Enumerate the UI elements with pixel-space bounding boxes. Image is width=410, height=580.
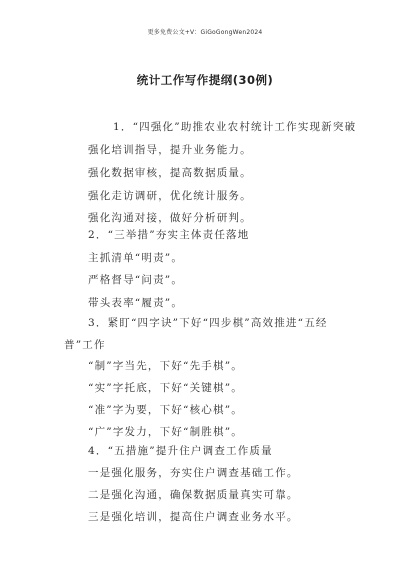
paragraph-line: 一是强化服务，夯实住户调查基础工作。 <box>88 467 299 479</box>
paragraph-line: “准”字为要，下好“核心棋”。 <box>88 404 243 416</box>
paragraph-line: 二是强化沟通，确保数据质量真实可靠。 <box>88 489 299 501</box>
paragraph-line: 主抓清单“明责”。 <box>88 252 184 264</box>
paragraph-line: “广”字发力，下好“制胜棋”。 <box>88 426 243 438</box>
paragraph-line: 强化培训指导，提升业务能力。 <box>88 144 252 156</box>
paragraph-line: “实”字托底，下好“关键棋”。 <box>88 382 243 394</box>
paragraph-line: 强化数据审核，提高数据质量。 <box>88 167 252 179</box>
paragraph-line: 三是强化培训，提高住户调查业务水平。 <box>88 511 299 523</box>
heading-3-continued: 普”工作 <box>64 339 106 351</box>
paragraph-line: 带头表率“履责”。 <box>88 297 184 309</box>
heading-1: 1．“四强化”助推农业农村统计工作实现新突破 <box>113 121 357 133</box>
document-title: 统计工作写作提纲(30例) <box>136 73 274 87</box>
heading-4: 4．“五措施”提升住户调查工作质量 <box>88 445 273 457</box>
header-note: 更多免费公文+V：GiGoGongWen2024 <box>147 29 263 36</box>
paragraph-line: 强化走访调研，优化统计服务。 <box>88 190 252 202</box>
heading-2: 2．“三举措”夯实主体责任落地 <box>88 229 250 241</box>
paragraph-line: 严格督导“问责”。 <box>88 274 184 286</box>
heading-3: 3．紧盯“四字诀”下好“四步棋”高效推进“五经 <box>88 317 328 329</box>
paragraph-line: “制”字当先，下好“先手棋”。 <box>88 360 243 372</box>
paragraph-line: 强化沟通对接，做好分析研判。 <box>88 212 252 224</box>
